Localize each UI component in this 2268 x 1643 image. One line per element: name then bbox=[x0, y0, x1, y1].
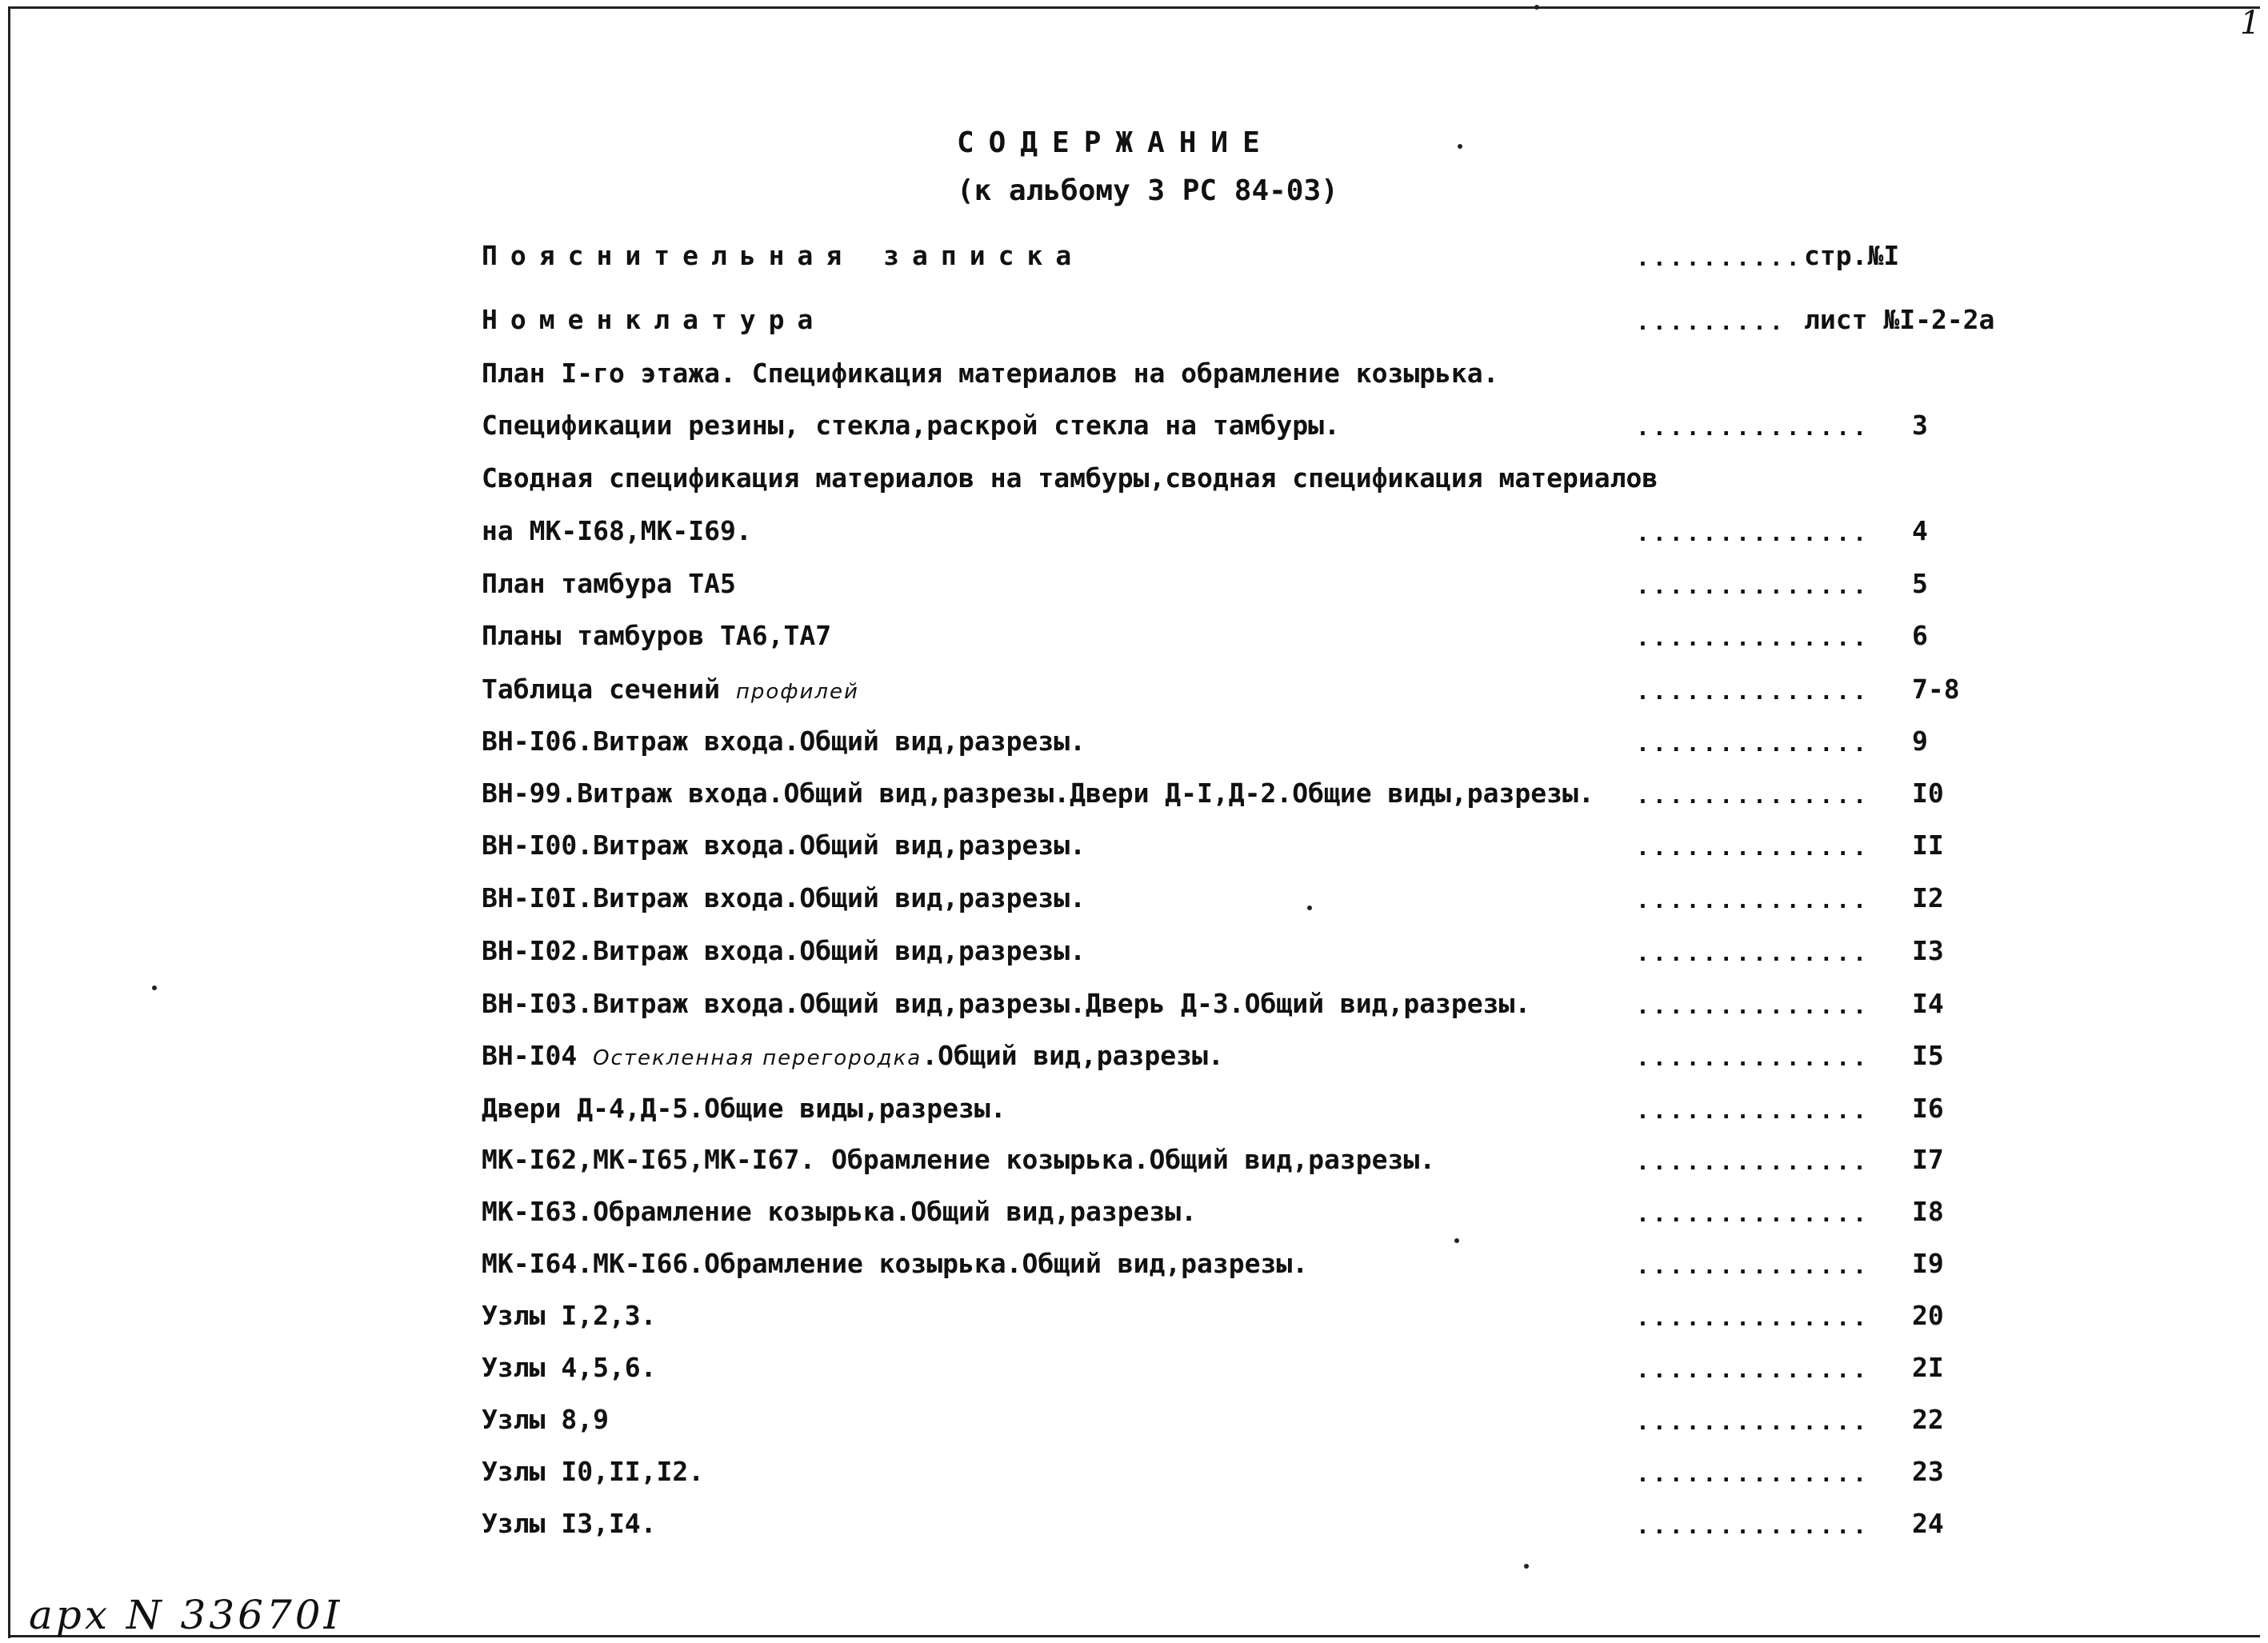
toc-leader-dots: .............. bbox=[1636, 993, 1870, 1019]
toc-row bbox=[0, 568, 2268, 618]
toc-leader-dots: .............. bbox=[1636, 1045, 1870, 1071]
toc-label-text: Пояснительная записка bbox=[482, 240, 1085, 271]
toc-page-number: 4 bbox=[1912, 515, 1928, 546]
toc-label-text: План тамбура ТА5 bbox=[482, 568, 736, 599]
toc-label bbox=[482, 1040, 1224, 1071]
scan-speck bbox=[1458, 144, 1462, 149]
toc-page-number: 7-8 bbox=[1912, 674, 1960, 705]
toc-page-number: I8 bbox=[1912, 1196, 1944, 1227]
toc-label bbox=[482, 1456, 704, 1487]
toc-leader-dots: .............. bbox=[1636, 1201, 1870, 1227]
toc-label bbox=[482, 515, 752, 546]
toc-leader-dots: .......... bbox=[1636, 245, 1803, 271]
toc-label-tail: .Общий вид,разрезы. bbox=[922, 1040, 1224, 1071]
toc-row bbox=[0, 829, 2268, 879]
toc-row bbox=[0, 462, 2268, 512]
toc-page-number: I5 bbox=[1912, 1040, 1944, 1071]
toc-label bbox=[482, 620, 831, 651]
toc-row bbox=[0, 410, 2268, 459]
toc-row bbox=[0, 358, 2268, 407]
toc-label-text: Номенклатура bbox=[482, 304, 826, 335]
toc-handwritten-insert: профилей bbox=[735, 680, 859, 704]
toc-page-number: стр.№I bbox=[1804, 240, 1900, 271]
scan-speck bbox=[1307, 905, 1312, 910]
toc-leader-dots: .............. bbox=[1636, 573, 1870, 599]
toc-label bbox=[482, 358, 1499, 389]
toc-page-number: 6 bbox=[1912, 620, 1928, 651]
toc-label bbox=[482, 829, 1086, 861]
toc-row bbox=[0, 240, 2268, 290]
toc-label-text: Узлы I3,I4. bbox=[482, 1508, 657, 1539]
page-number: 1 bbox=[2240, 5, 2261, 42]
toc-label-text: Двери Д-4,Д-5.Общие виды,разрезы. bbox=[482, 1093, 1006, 1124]
toc-leader-dots: .............. bbox=[1636, 940, 1870, 966]
toc-label bbox=[482, 1352, 657, 1383]
toc-row bbox=[0, 515, 2268, 565]
toc-label bbox=[482, 1093, 1006, 1124]
scan-speck bbox=[1454, 1238, 1459, 1243]
toc-label-text: Планы тамбуров ТА6,ТА7 bbox=[482, 620, 832, 651]
toc-row bbox=[0, 1404, 2268, 1453]
toc-handwritten-insert: Остекленная перегородка bbox=[593, 1046, 922, 1070]
toc-label bbox=[482, 410, 1340, 441]
toc-label bbox=[482, 778, 1594, 809]
toc-row bbox=[0, 726, 2268, 775]
toc-label-text: Сводная спецификация материалов на тамбуры,сводная спецификация материалов bbox=[482, 462, 1658, 494]
toc-leader-dots: .............. bbox=[1636, 625, 1870, 651]
toc-page-number: I7 bbox=[1912, 1144, 1944, 1175]
toc-label-text: МК-I62,МК-I65,МК-I67. Обрамление козырька.Общий вид,разрезы. bbox=[482, 1144, 1436, 1175]
toc-label-text: Узлы 4,5,6. bbox=[482, 1352, 657, 1383]
toc-page-number: I0 bbox=[1912, 778, 1944, 809]
toc-label-text: Спецификации резины, стекла,раскрой стекла на тамбуры. bbox=[482, 410, 1340, 441]
toc-page-number: I9 bbox=[1912, 1248, 1944, 1279]
toc-row bbox=[0, 1196, 2268, 1245]
toc-leader-dots: .............. bbox=[1636, 1357, 1870, 1383]
toc-label-text: Узлы I0,II,I2. bbox=[482, 1456, 705, 1487]
document-title: СОДЕРЖАНИЕ bbox=[957, 126, 1274, 159]
toc-row bbox=[0, 1456, 2268, 1505]
toc-leader-dots: .............. bbox=[1636, 414, 1870, 441]
toc-label bbox=[482, 935, 1086, 966]
toc-page-number: 2I bbox=[1912, 1352, 1944, 1383]
scan-speck bbox=[152, 985, 157, 990]
toc-page-number: I3 bbox=[1912, 935, 1944, 966]
toc-row bbox=[0, 304, 2268, 354]
toc-row bbox=[0, 1300, 2268, 1349]
toc-row bbox=[0, 1144, 2268, 1193]
frame-top-border bbox=[8, 6, 2260, 9]
toc-row bbox=[0, 1352, 2268, 1401]
toc-label-text: ВН-I04 bbox=[482, 1040, 578, 1071]
toc-page-number: II bbox=[1912, 829, 1944, 861]
toc-page-number: лист №I-2-2а bbox=[1804, 304, 1995, 335]
toc-row bbox=[0, 935, 2268, 985]
toc-label bbox=[482, 882, 1086, 913]
toc-row bbox=[0, 988, 2268, 1037]
toc-label-text: Таблица сечений bbox=[482, 674, 721, 705]
archive-note: арх N 33670I bbox=[29, 1592, 343, 1638]
toc-label-text: ВН-I02.Витраж входа.Общий вид,разрезы. bbox=[482, 935, 1086, 966]
toc-row bbox=[0, 882, 2268, 932]
toc-leader-dots: .............. bbox=[1636, 1149, 1870, 1175]
toc-label bbox=[482, 462, 1658, 494]
toc-page-number: 23 bbox=[1912, 1456, 1944, 1487]
scan-speck bbox=[1524, 1564, 1529, 1569]
toc-leader-dots: .............. bbox=[1636, 1253, 1870, 1279]
toc-label-text: Узлы 8,9 bbox=[482, 1404, 609, 1435]
toc-page-number: 20 bbox=[1912, 1300, 1944, 1331]
toc-label-text: МК-I63.Обрамление козырька.Общий вид,разрезы. bbox=[482, 1196, 1198, 1227]
toc-leader-dots: .............. bbox=[1636, 730, 1870, 757]
frame-bottom-border bbox=[8, 1635, 2260, 1637]
toc-label-text: ВН-I03.Витраж входа.Общий вид,разрезы.Дверь Д-3.Общий вид,разрезы. bbox=[482, 988, 1531, 1019]
toc-label bbox=[482, 568, 736, 599]
toc-row bbox=[0, 1093, 2268, 1142]
toc-row bbox=[0, 778, 2268, 827]
toc-label bbox=[482, 1248, 1308, 1279]
toc-leader-dots: .............. bbox=[1636, 1409, 1870, 1435]
toc-page-number: I2 bbox=[1912, 882, 1944, 913]
toc-label bbox=[482, 304, 826, 335]
toc-page-number: 9 bbox=[1912, 726, 1928, 757]
toc-page-number: 5 bbox=[1912, 568, 1928, 599]
toc-row bbox=[0, 1248, 2268, 1297]
toc-label-text: ВН-I00.Витраж входа.Общий вид,разрезы. bbox=[482, 829, 1086, 861]
toc-label-text: МК-I64.МК-I66.Обрамление козырька.Общий вид,разрезы. bbox=[482, 1248, 1309, 1279]
toc-label-text: План I-го этажа. Спецификация материалов на обрамление козырька. bbox=[482, 358, 1499, 389]
toc-leader-dots: .............. bbox=[1636, 520, 1870, 546]
toc-label-text: ВН-I06.Витраж входа.Общий вид,разрезы. bbox=[482, 726, 1086, 757]
toc-label bbox=[482, 240, 1084, 271]
toc-label-text: ВН-I0I.Витраж входа.Общий вид,разрезы. bbox=[482, 882, 1086, 913]
toc-page-number: 24 bbox=[1912, 1508, 1944, 1539]
toc-leader-dots: .............. bbox=[1636, 782, 1870, 809]
toc-row bbox=[0, 1508, 2268, 1557]
toc-page-number: 22 bbox=[1912, 1404, 1944, 1435]
toc-page-number: I4 bbox=[1912, 988, 1944, 1019]
toc-row bbox=[0, 674, 2268, 723]
toc-leader-dots: .............. bbox=[1636, 1305, 1870, 1331]
scan-speck bbox=[1534, 5, 1539, 10]
toc-row bbox=[0, 1040, 2268, 1089]
toc-row bbox=[0, 620, 2268, 670]
toc-label bbox=[482, 1404, 609, 1435]
toc-leader-dots: .............. bbox=[1636, 887, 1870, 913]
toc-label bbox=[482, 1508, 657, 1539]
toc-leader-dots: .............. bbox=[1636, 678, 1870, 705]
toc-leader-dots: .............. bbox=[1636, 834, 1870, 861]
toc-label bbox=[482, 1144, 1435, 1175]
toc-label-text: на МК-I68,МК-I69. bbox=[482, 515, 752, 546]
document-subtitle: (к альбому 3 РС 84-03) bbox=[957, 174, 1338, 207]
toc-label bbox=[482, 988, 1530, 1019]
toc-label-text: Узлы I,2,3. bbox=[482, 1300, 657, 1331]
toc-leader-dots: .............. bbox=[1636, 1461, 1870, 1487]
toc-page-number: 3 bbox=[1912, 410, 1928, 441]
toc-label bbox=[482, 726, 1086, 757]
toc-label bbox=[482, 1196, 1197, 1227]
toc-page-number: I6 bbox=[1912, 1093, 1944, 1124]
toc-label bbox=[482, 674, 859, 705]
toc-label-text: ВН-99.Витраж входа.Общий вид,разрезы.Двери Д-I,Д-2.Общие виды,разрезы. bbox=[482, 778, 1594, 809]
toc-leader-dots: ......... bbox=[1636, 309, 1786, 335]
toc-leader-dots: .............. bbox=[1636, 1513, 1870, 1539]
toc-leader-dots: .............. bbox=[1636, 1097, 1870, 1124]
toc-label bbox=[482, 1300, 657, 1331]
